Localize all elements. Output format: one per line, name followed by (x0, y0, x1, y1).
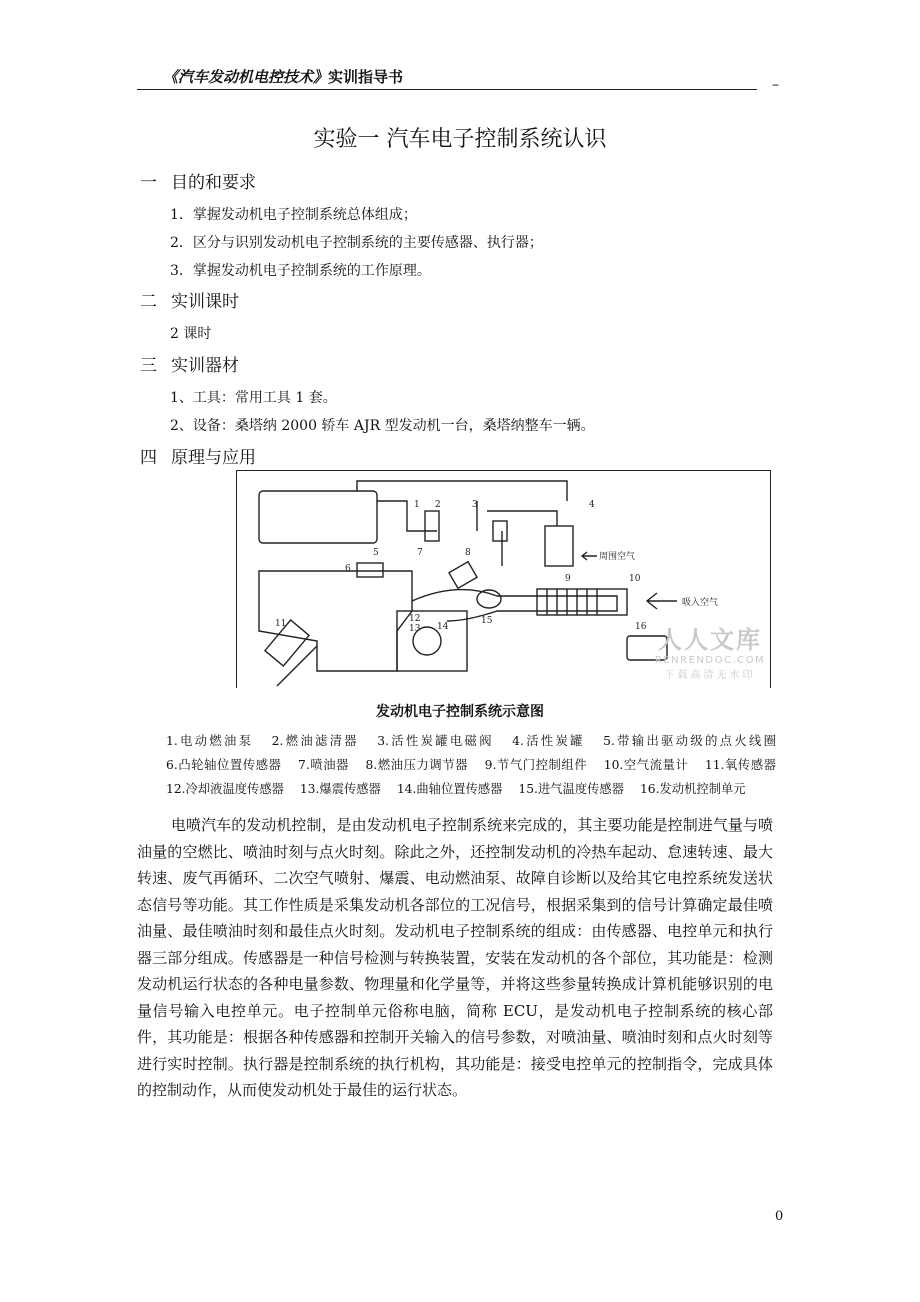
equipment-item-1: 1、工具：常用工具 1 套。 (170, 390, 337, 406)
fuel-return-line (377, 501, 437, 531)
section-title: 目的和要求 (171, 173, 256, 193)
diagram-label-8: 8 (465, 548, 471, 558)
figure-legend (166, 729, 788, 801)
diagram-label-16: 16 (635, 622, 647, 632)
legend-item: 6.凸轮轴位置传感器 (166, 758, 282, 772)
header-rule (137, 89, 757, 90)
catalytic-converter (265, 620, 309, 666)
diagram-label-9: 9 (565, 574, 571, 584)
legend-item: 1.电动燃油泵 (166, 734, 254, 748)
legend-item: 10.空气流量计 (603, 758, 689, 772)
figure-caption: 发动机电子控制系统示意图 (376, 704, 544, 720)
diagram-label-11: 11 (275, 619, 287, 629)
legend-item: 9.节气门控制组件 (484, 758, 588, 772)
diagram-intake-air: 吸入空气 (682, 598, 719, 608)
diagram-label-2: 2 (435, 500, 441, 510)
legend-item: 2.燃油滤清器 (271, 734, 359, 748)
arrow-ambient-air (582, 552, 597, 560)
fuel-line-top (357, 481, 567, 501)
diagram-label-7: 7 (417, 548, 423, 558)
diagram-label-1: 1 (414, 500, 420, 510)
legend-item: 11.氧传感器 (704, 758, 777, 772)
objective-item-3: 3．掌握发动机电子控制系统的工作原理。 (170, 263, 431, 279)
page-title: 实验一 汽车电子控制系统认识 (313, 127, 607, 152)
running-header (163, 66, 403, 87)
diagram-label-15: 15 (481, 616, 493, 626)
legend-item: 8.燃油压力调节器 (365, 758, 469, 772)
section-heading-2 (140, 287, 239, 312)
arrow-intake-air (647, 593, 677, 609)
legend-item: 4.活性炭罐 (512, 734, 585, 748)
legend-item: 7.喷油器 (298, 758, 350, 772)
fuel-tank (259, 491, 377, 543)
section-heading-4 (140, 443, 256, 468)
legend-item: 12.冷却液温度传感器 (166, 782, 284, 796)
fuel-filter (425, 511, 439, 541)
legend-item: 3.活性炭罐电磁阀 (377, 734, 494, 748)
section-title: 原理与应用 (171, 448, 256, 468)
diagram-label-12: 12 (409, 614, 421, 624)
header-dash: – (772, 77, 779, 93)
section-number: 二 (140, 292, 157, 312)
equipment-item-2: 2、设备：桑塔纳 2000 轿车 AJR 型发动机一台，桑塔纳整车一辆。 (170, 418, 595, 434)
section-heading-3 (140, 351, 239, 376)
legend-item: 13.爆震传感器 (299, 782, 381, 796)
section-title: 实训器材 (171, 356, 239, 376)
intake-manifold (412, 590, 617, 621)
section-number: 一 (140, 173, 157, 193)
charcoal-canister (545, 526, 573, 566)
section-title: 实训课时 (171, 292, 239, 312)
watermark-logo: 人人文库 (658, 626, 762, 654)
body-paragraph: 电喷汽车的发动机控制，是由发动机电子控制系统来完成的，其主要功能是控制进气量与喷油量的空燃比、喷油时刻与点火时刻。除此之外，还控制发动机的冷热车起动、怠速转速、最大转速、废气再循环、二次空气喷射、爆震、电动燃油泵、故障自诊断以及给其它电控系统发送状态信号等功能。其工作性质是采集发动机各部位的工况信号，根据采集到的信号计算确定最佳喷油量、最佳喷油时刻和最佳点火时刻。发动机电子控制系统的组成：由传感器、电控单元和执行器三部分组成。传感器是一种信号检测与转换装置，安装在发动机的各个部位，其功能是：检测发动机运行状态的各种电量参数、物理量和化学量等，并将这些参量转换成计算机能够识别的电量信号输入电控单元。电子控制单元俗称电脑，简称 ECU，是发动机电子控制系统的核心部件，其功能是：根据各种传感器和控制开关输入的信号参数，对喷油量、喷油时刻和点火时刻等进行实时控制。执行器是控制系统的执行机构，其功能是：接受电控单元的控制指令，完成具体的控制动作，从而使发动机处于最佳的运行状态。 (137, 816, 773, 1099)
diagram-label-4: 4 (589, 500, 595, 510)
diagram-label-13: 13 (409, 624, 421, 634)
header-book-title: 《汽车发动机电控技术》 (163, 68, 329, 86)
section-number: 四 (140, 448, 157, 468)
pressure-regulator (449, 562, 477, 589)
canister-solenoid (493, 521, 507, 541)
legend-item: 14.曲轴位置传感器 (396, 782, 503, 796)
section-heading-1 (140, 168, 256, 193)
legend-item: 15.进气温度传感器 (518, 782, 625, 796)
header-subtitle: 实训指导书 (328, 68, 404, 86)
diagram-label-6: 6 (345, 564, 351, 574)
legend-item: 16.发动机控制单元 (639, 782, 746, 796)
watermark (640, 620, 780, 681)
objective-item-2: 2．区分与识别发动机电子控制系统的主要传感器、执行器； (170, 235, 543, 251)
watermark-url: RENRENDOC.COM (654, 655, 766, 666)
diagram-label-3: 3 (472, 500, 478, 510)
diagram-label-10: 10 (629, 574, 641, 584)
legend-item: 5.带输出驱动级的点火线圈 (603, 734, 776, 748)
page-number: 0 (775, 1209, 784, 1224)
hours-text: 2 课时 (170, 326, 212, 342)
objective-item-1: 1．掌握发动机电子控制系统总体组成； (170, 207, 417, 223)
watermark-subtitle: 下载高清无水印 (664, 670, 756, 681)
diagram-label-14: 14 (437, 622, 449, 632)
section-number: 三 (140, 356, 157, 376)
diagram-label-5: 5 (373, 548, 379, 558)
ignition-coil (357, 563, 383, 577)
diagram-ambient-air: 周围空气 (599, 552, 636, 562)
